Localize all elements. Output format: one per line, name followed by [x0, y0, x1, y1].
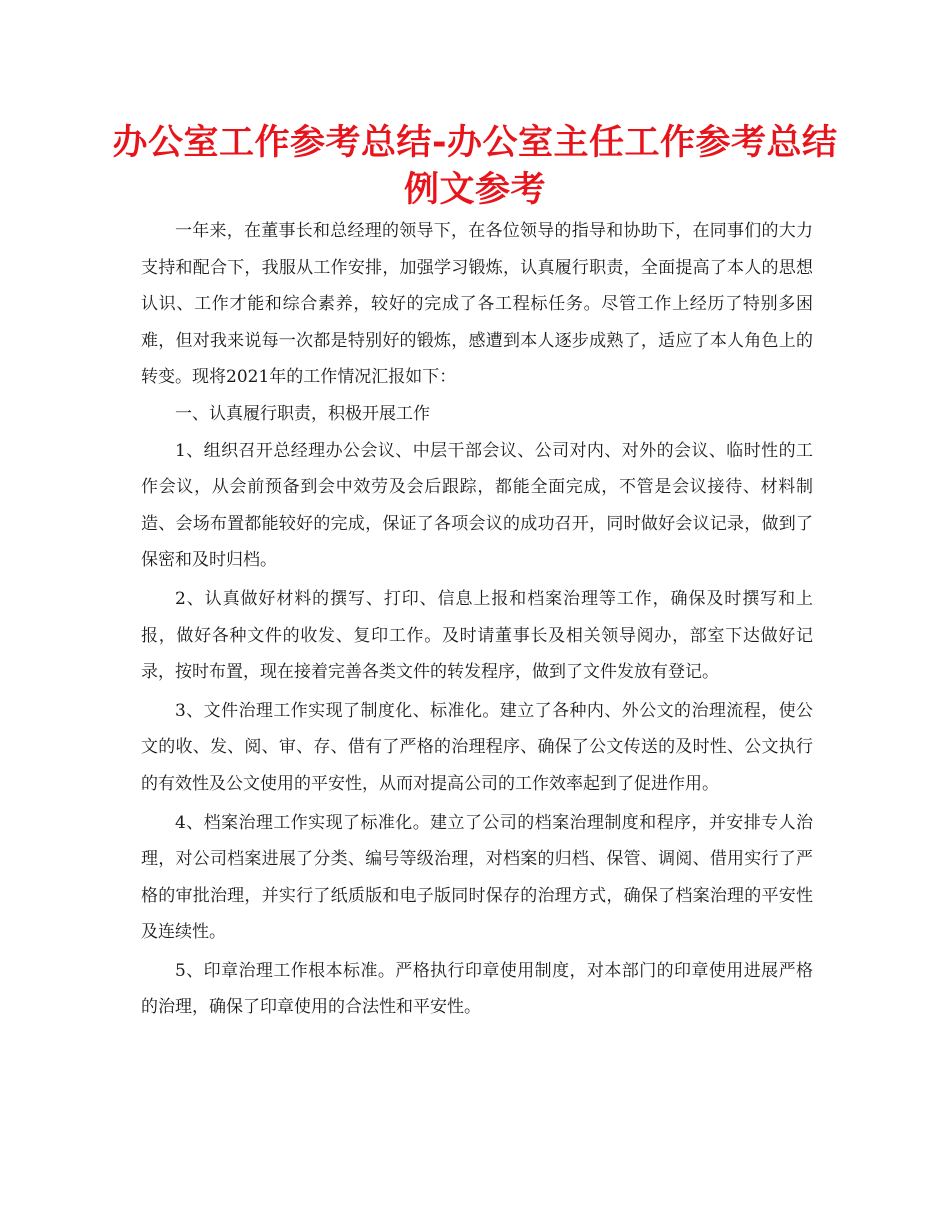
- item-5-paragraph: 5、印章治理工作根本标准。严格执行印章使用制度，对本部门的印章使用进展严格的治理，确保了印章使用的合法性和平安性。: [141, 960, 813, 1018]
- item-2-paragraph: 2、认真做好材料的撰写、打印、信息上报和档案治理等工作，确保及时撰写和上报，做好各种文件的收发、复印工作。及时请董事长及相关领导阅办，部室下达做好记录，按时布置，现在接着完善各类文件的转发程序，做到了文件发放有登记。: [141, 588, 813, 683]
- intro-paragraph: 一年来，在董事长和总经理的领导下，在各位领导的指导和协助下，在同事们的大力支持和配合下，我服从工作安排，加强学习锻炼，认真履行职责，全面提高了本人的思想认识、工作才能和综合素养，较好的完成了各工程标任务。尽管工作上经历了特别多困难，但对我来说每一次都是特别好的锻炼，感遭到本人逐步成熟了，适应了本人角色上的转变。现将2021年的工作情况汇报如下：: [141, 221, 813, 388]
- item-3-paragraph: 3、文件治理工作实现了制度化、标准化。建立了各种内、外公文的治理流程，使公文的收、发、阅、审、存、借有了严格的治理程序、确保了公文传送的及时性、公文执行的有效性及公文使用的平安性，从而对提高公司的工作效率起到了促进作用。: [141, 700, 813, 794]
- section-heading: 一、认真履行职责，积极开展工作: [175, 403, 430, 424]
- document-body: [141, 213, 813, 1026]
- document-title: 办公室工作参考总结-办公室主任工作参考总结例文参考: [112, 123, 838, 210]
- item-4-paragraph: 4、档案治理工作实现了标准化。建立了公司的档案治理制度和程序，并安排专人治理，对公司档案进展了分类、编号等级治理，对档案的归档、保管、调阅、借用实行了严格的审批治理，并实行了纸质版和电子版同时保存的治理方式，确保了档案治理的平安性及连续性。: [141, 812, 813, 943]
- item-1-paragraph: 1、组织召开总经理办公会议、中层干部会议、公司对内、对外的会议、临时性的工作会议，从会前预备到会中效劳及会后跟踪，都能全面完成，不管是会议接待、材料制造、会场布置都能较好的完成，保证了各项会议的成功召开，同时做好会议记录，做到了保密和及时归档。: [141, 440, 813, 571]
